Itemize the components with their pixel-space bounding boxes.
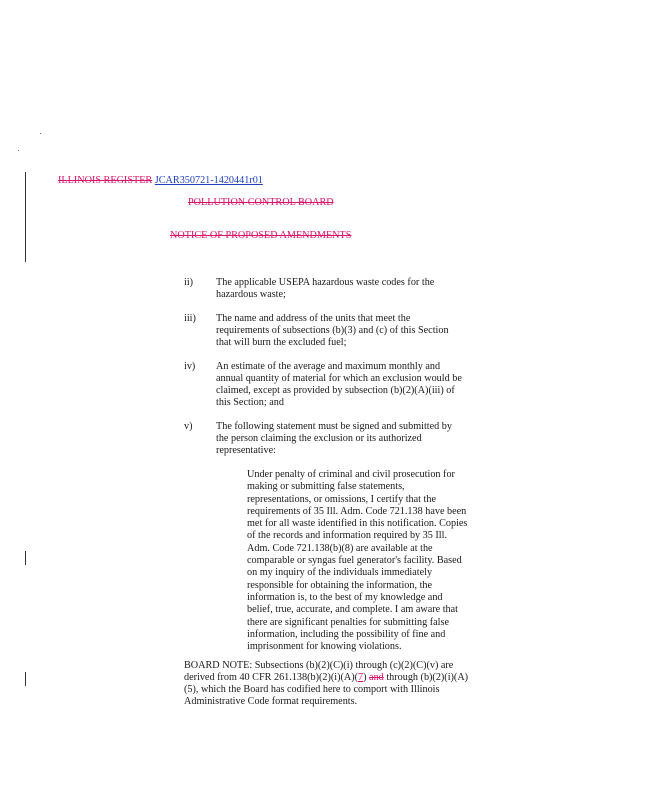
stray-mark xyxy=(40,133,41,134)
item-number: ii) xyxy=(184,277,194,288)
item-number: v) xyxy=(184,421,193,432)
revision-bar xyxy=(25,551,26,565)
deleted-text: and xyxy=(369,672,384,684)
item-number: iv) xyxy=(184,361,196,372)
register-header xyxy=(58,175,263,187)
revision-bar xyxy=(25,172,26,262)
revision-bar xyxy=(25,672,26,686)
register-code: JCAR350721-1420441r01 xyxy=(154,175,263,186)
board-note-suffix: through (b)(2)(i)(A)(5), which the Board has codified here to comport with Illinois Administrative Code format requirements. xyxy=(184,672,469,708)
certification-statement: Under penalty of criminal and civil prosecution for making or submitting false statements, representations, or omissions, I certify that the requirements of 35 Ill. Adm. Code 721.138 have been met for all waste identified in this notification. Copies of the records and information required by 35 Ill. Adm. Code 721.138(b)(8) are available at the comparable or syngas fuel generator's facility. Based on my inquiry of the individuals immediately responsible for obtaining the information, the information is, to the best of my knowledge and belief, true, accurate, and complete. I am aware that there are significant penalties for submitting false information, including the possibility of fine and imprisonment for knowing violations. xyxy=(247,469,468,653)
item-text: The name and address of the units that meet the requirements of subsections (b)(3) and (c) of this Section that will burn the excluded fuel; xyxy=(216,313,449,349)
item-text: The applicable USEPA hazardous waste codes for the hazardous waste; xyxy=(216,277,435,301)
board-title: POLLUTION CONTROL BOARD xyxy=(188,197,334,208)
board-note-prefix: BOARD NOTE: Subsections (b)(2)(C)(i) through (c)(2)(C)(v) are derived from 40 CFR 261.138(b)(2)(i)(A)( xyxy=(184,660,454,684)
notice-title: NOTICE OF PROPOSED AMENDMENTS xyxy=(170,230,352,241)
board-note xyxy=(184,660,476,708)
register-struck: ILLINOIS REGISTER xyxy=(58,175,153,186)
stray-mark xyxy=(18,150,19,151)
board-note-after-insert: ) xyxy=(363,672,370,684)
item-number: iii) xyxy=(184,313,196,324)
item-text: The following statement must be signed and submitted by the person claiming the exclusion or its authorized representative: xyxy=(216,421,452,457)
inserted-text: 7 xyxy=(358,672,364,684)
item-text: An estimate of the average and maximum monthly and annual quantity of material for which an exclusion would be claimed, except as provided by subsection (b)(2)(A)(iii) of this Section; and xyxy=(216,361,462,409)
